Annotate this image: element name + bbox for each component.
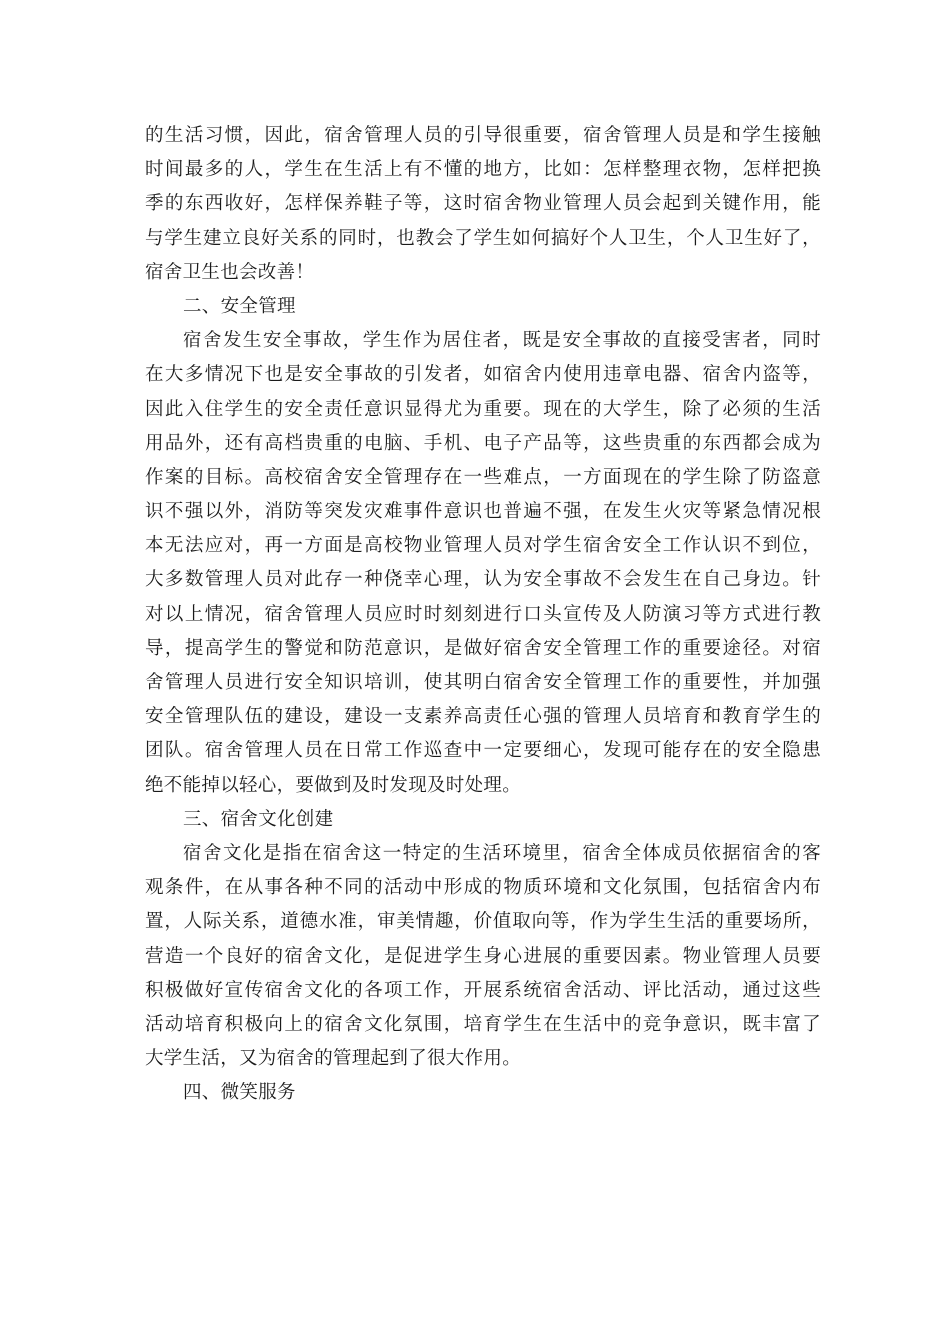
- text-line: 的生活习惯，因此，宿舍管理人员的引导很重要，宿舍管理人员是和学生接触: [145, 125, 821, 146]
- text-line: 识不强以外，消防等突发灾难事件意识也普遍不强，在发生火灾等紧急情况根: [145, 501, 821, 523]
- text-line: 与学生建立良好关系的同时，也教会了学生如何搞好个人卫生，个人卫生好了，: [145, 227, 821, 249]
- text-line: 作案的目标。高校宿舍安全管理存在一些难点，一方面现在的学生除了防盗意: [145, 466, 821, 488]
- text-line: 团队。宿舍管理人员在日常工作巡查中一定要细心，发现可能存在的安全隐患: [145, 740, 821, 762]
- text-line: 时间最多的人，学生在生活上有不懂的地方，比如：怎样整理衣物，怎样把换: [145, 159, 821, 181]
- section-heading-safety: [145, 290, 821, 324]
- text-line: 因此入住学生的安全责任意识显得尤为重要。现在的大学生，除了必须的生活: [145, 398, 821, 420]
- text-line: 置，人际关系，道德水准，审美情趣，价值取向等，作为学生生活的重要场所，: [145, 911, 821, 933]
- text-line: 导，提高学生的警觉和防范意识，是做好宿舍安全管理工作的重要途径。对宿: [145, 637, 821, 659]
- text-line: 绝不能掉以轻心，要做到及时发现及时处理。: [145, 774, 522, 796]
- text-line: 观条件，在从事各种不同的活动中形成的物质环境和文化氛围，包括宿舍内布: [145, 877, 821, 899]
- paragraph-dorm-culture: [145, 837, 821, 1076]
- heading-text: 二、安全管理: [183, 295, 296, 317]
- paragraph-living-habits: [145, 119, 821, 290]
- text-line: 用品外，还有高档贵重的电脑、手机、电子产品等，这些贵重的东西都会成为: [145, 432, 821, 454]
- text-line: 积极做好宣传宿舍文化的各项工作，开展系统宿舍活动、评比活动，通过这些: [145, 979, 821, 1001]
- text-line: 大多数管理人员对此存一种侥幸心理，认为安全事故不会发生在自己身边。针: [145, 569, 821, 591]
- document-body: [145, 119, 821, 1110]
- section-heading-dorm-culture: [145, 803, 821, 837]
- text-line: 活动培育积极向上的宿舍文化氛围，培育学生在生活中的竞争意识，既丰富了: [145, 1013, 821, 1035]
- text-line: 营造一个良好的宿舍文化，是促进学生身心进展的重要因素。物业管理人员要: [145, 945, 821, 967]
- text-line: 安全管理队伍的建设，建设一支素养高责任心强的管理人员培育和教育学生的: [145, 706, 821, 728]
- text-line: 本无法应对，再一方面是高校物业管理人员对学生宿舍安全工作认识不到位，: [145, 535, 821, 557]
- text-line: 舍管理人员进行安全知识培训，使其明白宿舍安全管理工作的重要性，并加强: [145, 672, 821, 693]
- heading-text: 四、微笑服务: [183, 1082, 296, 1104]
- text-line: 宿舍文化是指在宿舍这一特定的生活环境里，宿舍全体成员依据宿舍的客: [183, 842, 821, 864]
- text-line: 季的东西收好，怎样保养鞋子等，这时宿舍物业管理人员会起到关键作用，能: [145, 193, 821, 215]
- heading-text: 三、宿舍文化创建: [183, 808, 334, 830]
- text-line: 大学生活，又为宿舍的管理起到了很大作用。: [145, 1048, 522, 1070]
- text-line: 对以上情况，宿舍管理人员应时时刻刻进行口头宣传及人防演习等方式进行教: [145, 603, 821, 625]
- paragraph-safety: [145, 324, 821, 803]
- text-line: 在大多情况下也是安全事故的引发者，如宿舍内使用违章电器、宿舍内盗等，: [145, 364, 821, 386]
- text-line: 宿舍发生安全事故，学生作为居住者，既是安全事故的直接受害者，同时: [183, 330, 821, 352]
- section-heading-smile-service: [145, 1076, 821, 1110]
- text-line: 宿舍卫生也会改善！: [145, 261, 315, 283]
